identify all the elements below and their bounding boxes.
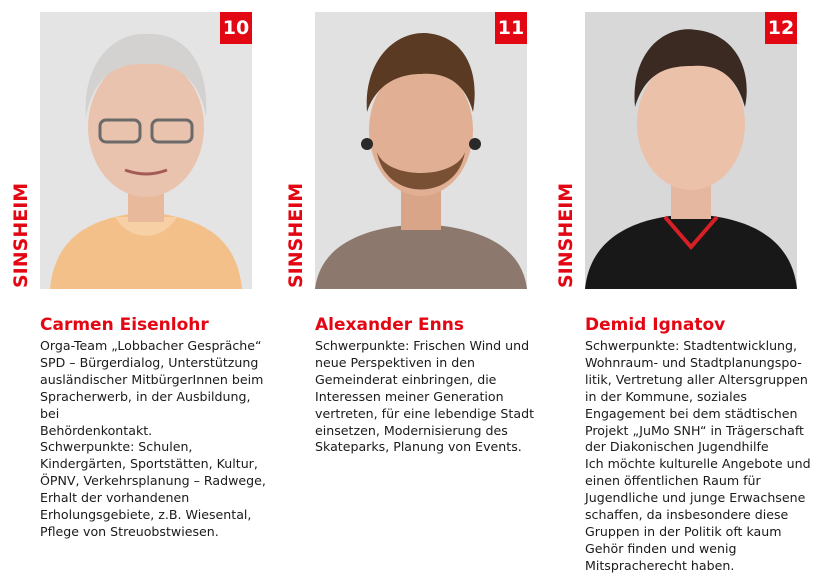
list-number-badge: 10 (220, 12, 252, 44)
candidate-name: Alexander Enns (315, 315, 464, 335)
list-number-badge: 11 (495, 12, 527, 44)
candidate-card-11 (275, 0, 540, 584)
candidate-bio: Schwerpunkte: Frischen Wind und neue Perspektiven in den Gemeinderat einbringen, die Interessen meiner Generation vertreten, für eine lebendige Stadt einsetzen, Modernisierung des Skateparks, Planung von Events. (315, 338, 535, 455)
candidate-bio: Schwerpunkte: Stadtentwicklung, Wohnraum- und Stadtplanungspo- litik, Vertretung aller Altersgruppen in der Kommune, soziales Engagement bei dem städtischen Projekt „JuMo SNH“ in Trägerschaft der Diakonischen Jugendhilfe Ich möchte kulturelle Angebote und einen öffentlichen Raum für Jugendliche und junge Erwachsene schaffen, da insbesondere diese Gruppen in der Politik oft kaum Gehör finden und wenig Mitspracherecht haben. (585, 338, 811, 573)
region-label: SINSHEIM (285, 182, 307, 288)
candidate-bio: Orga-Team „Lobbacher Gespräche“ SPD – Bürgerdialog, Unterstützung ausländischer MitbürgerInnen beim Spracherwerb, in der Ausbildung, bei Behördenkontakt. Schwerpunkte: Schulen, Kindergärten, Sportstätten, Kultur, ÖPNV, Verkehrsplanung – Radwege, Erhalt der vorhandenen Erholungsgebiete, z.B. Wiesental, Pflege von Streuobstwiesen. (40, 338, 266, 539)
candidate-card-12 (545, 0, 818, 584)
candidate-name: Carmen Eisenlohr (40, 315, 209, 335)
candidate-card-10 (0, 0, 270, 584)
list-number-badge: 12 (765, 12, 797, 44)
candidate-photo (585, 12, 797, 289)
region-label: SINSHEIM (10, 182, 32, 288)
candidate-photo (315, 12, 527, 289)
candidate-name: Demid Ignatov (585, 315, 726, 335)
region-label: SINSHEIM (555, 182, 577, 288)
candidate-photo (40, 12, 252, 289)
